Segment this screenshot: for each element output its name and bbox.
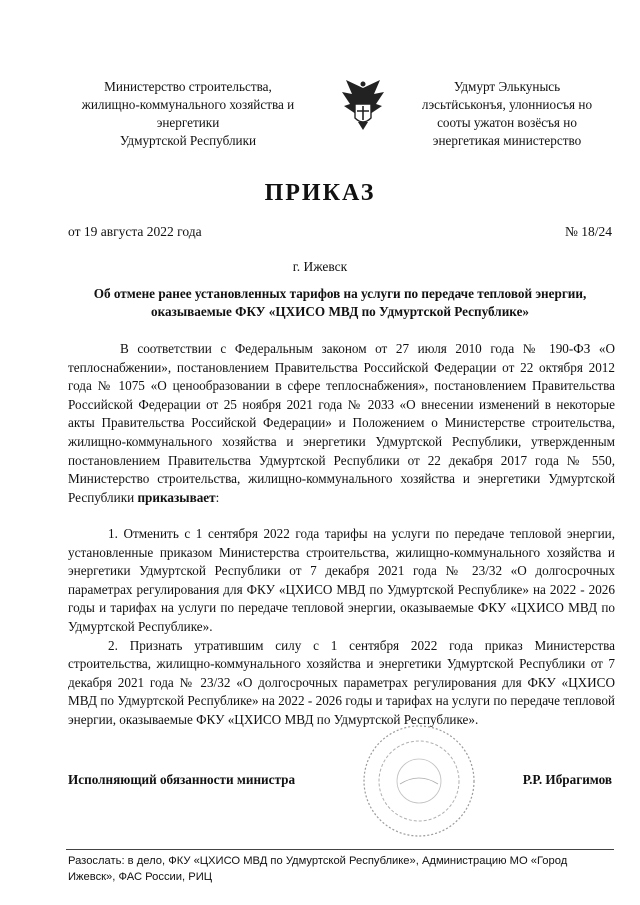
ministry-name-udmurt [388,78,626,150]
header-right-line: энергетикая министерство [432,133,582,148]
subject-line: оказываемые ФКУ «ЦХИСО МВД по Удмуртской Республике» [150,304,530,319]
preamble-keyword: приказывает [137,489,216,505]
order-item: 1. Отменить с 1 сентября 2022 года тарифы на услуги по передаче тепловой энергии, установленные приказом Министерства строительства, жилищно-коммунального хозяйства и энергетики Удмуртской Республики от 7 декабря 2021 года № 23/32 «О долгосрочных параметрах регулирования для ФКУ «ЦХИСО МВД по Удмуртской Республике» на 2022 - 2026 годы и тарифах на услуги по передаче тепловой энергии, оказываемые ФКУ «ЦХИСО МВД по Удмуртской Республике». [68,526,615,634]
order-preamble [68,340,615,507]
ministry-name-russian [58,78,318,150]
header-left-line: энергетики [156,115,220,130]
order-item: 2. Признать утратившим силу с 1 сентября 2022 года приказ Министерства строительства, жилищно-коммунального хозяйства и энергетики Удмуртской Республики от 7 декабря 2021 года № 23/32 «О долгосрочных параметрах регулирования для ФКУ «ЦХИСО МВД по Удмуртской Республике» на 2022 - 2026 годы и тарифах на услуги по передаче тепловой энергии, оказываемые ФКУ «ЦХИСО МВД по Удмуртской Республике». [68,637,615,727]
header-right-line: Удмурт Элькунысь [453,79,561,94]
header-left-line: Министерство строительства, [104,79,272,94]
order-date: от 19 августа 2022 года [68,224,202,239]
signatory-name: Р.Р. Ибрагимов [522,772,612,787]
order-subject [70,285,610,321]
header-right-line: лэсьтӥськонъя, улонниосъя но [421,97,593,112]
header-left-line: жилищно-коммунального хозяйства и [81,97,295,112]
subject-line: Об отмене ранее установленных тарифов на услуги по передаче тепловой энергии, [93,286,587,301]
distribution-list: Разослать: в дело, ФКУ «ЦХИСО МВД по Удмуртской Республике», Администрацию МО «Город Ижевск», ФАС России, РИЦ [68,855,568,883]
order-items [68,525,615,730]
preamble-paragraph [68,340,615,507]
coat-of-arms-emblem [338,74,388,140]
preamble-end: : [215,489,220,505]
document-title: ПРИКАЗ [264,180,376,206]
order-city: г. Ижевск [292,259,348,274]
signatory-position: Исполняющий обязанности министра [68,772,296,787]
footer-divider [66,849,614,850]
order-number: № 18/24 [564,224,612,239]
seal-stamp [360,722,478,840]
header-left-line: Удмуртской Республики [119,133,257,148]
header-right-line: сооты ужатон возёсъя но [437,115,577,130]
preamble-text: В соответствии с Федеральным законом от 27 июля 2010 года № 190-ФЗ «О теплоснабжении», постановлением Правительства Российской Федерации от 22 октября 2012 года № 1075 «О ценообразовании в сфере теплоснабжения», постановлением Правительства Российской Федерации от 25 ноября 2021 года № 2033 «О внесении изменений в некоторые акты Правительства Российской Федерации» и Положением о Министерстве строительства, жилищно-коммунального хозяйства и энергетики Удмуртской Республики, утвержденным постановлением Правительства Удмуртской Республики от 22 декабря 2017 года № 550, Министерство строительства, жилищно-коммунального хозяйства и энергетики Удмуртской Республики [68,341,615,505]
